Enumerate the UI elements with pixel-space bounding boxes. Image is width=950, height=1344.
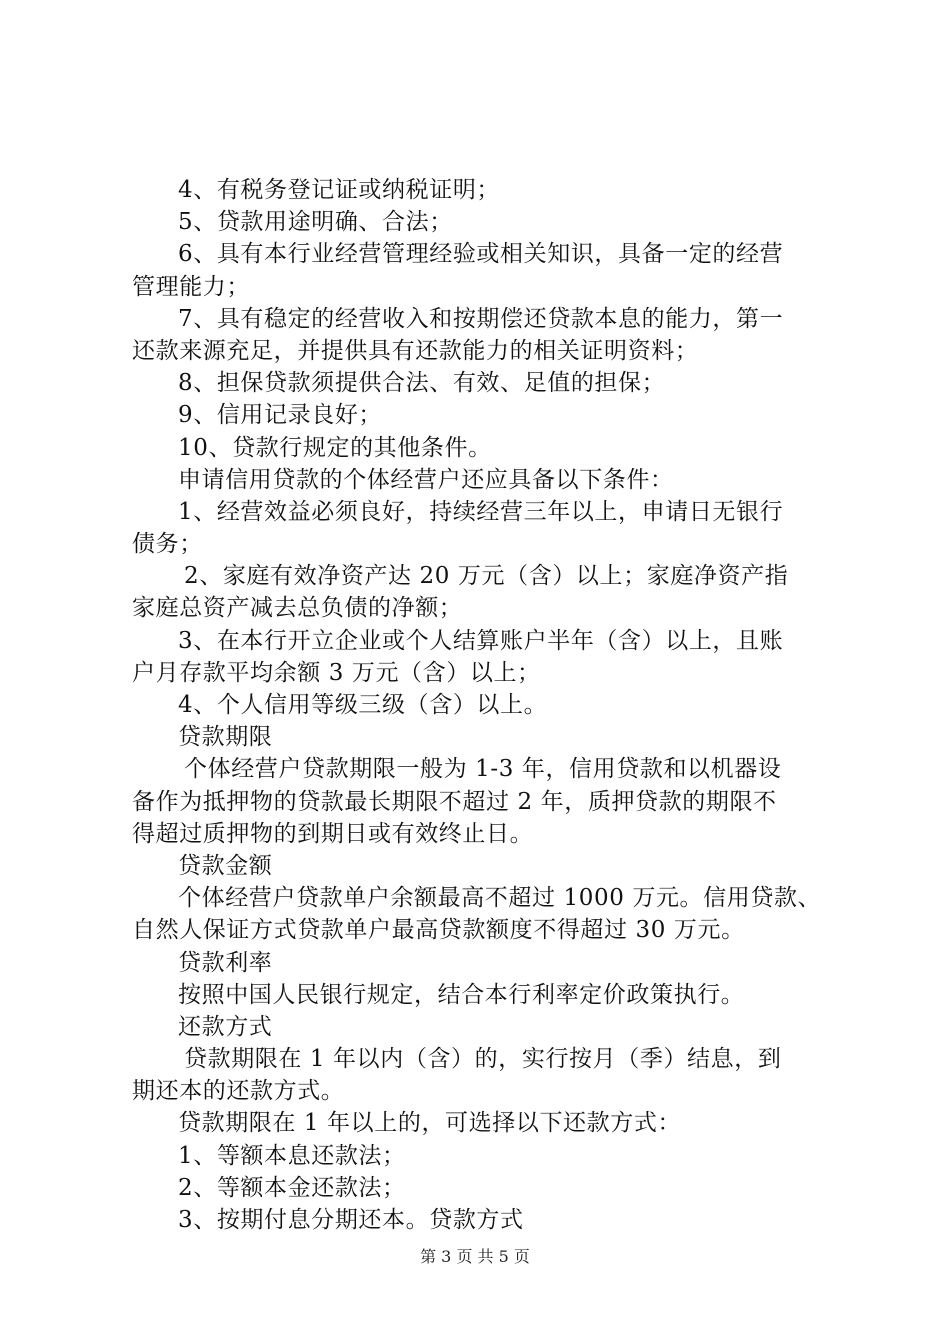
paragraph-line: 4、个人信用等级三级（含）以上。	[178, 692, 548, 718]
section-heading: 贷款期限	[178, 724, 273, 751]
paragraph-line: 7、具有稳定的经营收入和按期偿还贷款本息的能力，第一	[178, 305, 784, 332]
paragraph-line: 个体经营户贷款单户余额最高不超过 1000 万元。信用贷款、	[178, 885, 822, 912]
paragraph-line: 4、有税务登记证或纳税证明；	[178, 177, 501, 203]
page-number-label: 第 3 页 共 5 页	[420, 1247, 530, 1266]
paragraph-line: 1、经营效益必须良好，持续经营三年以上，申请日无银行	[178, 498, 784, 525]
page-footer	[0, 1244, 950, 1267]
paragraph-line: 备作为抵押物的贷款最长期限不超过 2 年，质押贷款的期限不	[132, 788, 777, 815]
paragraph-line: 贷款期限在 1 年以上的，可选择以下还款方式：	[178, 1110, 682, 1137]
document-body	[132, 174, 840, 1236]
paragraph-line: 还款来源充足，并提供具有还款能力的相关证明资料；	[132, 337, 699, 364]
paragraph-line: 2、家庭有效净资产达 20 万元（含）以上；家庭净资产指	[184, 563, 789, 590]
paragraph-line: 5、贷款用途明确、合法；	[178, 209, 453, 236]
section-heading: 贷款金额	[178, 852, 273, 879]
paragraph-line: 申请信用贷款的个体经营户还应具备以下条件：	[178, 466, 674, 493]
paragraph-line: 家庭总资产减去总负债的净额；	[132, 595, 463, 622]
section-heading: 贷款利率	[178, 949, 273, 976]
paragraph-line: 债务；	[132, 531, 203, 558]
paragraph-line: 9、信用记录良好；	[178, 402, 383, 429]
paragraph-line: 管理能力；	[132, 273, 250, 300]
paragraph-line: 贷款期限在 1 年以内（含）的，实行按月（季）结息，到	[184, 1046, 782, 1073]
paragraph-line: 10、贷款行规定的其他条件。	[178, 434, 492, 461]
paragraph-line: 自然人保证方式贷款单户最高贷款额度不得超过 30 万元。	[132, 917, 745, 944]
paragraph-line: 得超过质押物的到期日或有效终止日。	[132, 820, 534, 847]
paragraph-line: 按照中国人民银行规定，结合本行利率定价政策执行。	[178, 981, 745, 1008]
paragraph-line: 3、在本行开立企业或个人结算账户半年（含）以上，且账	[178, 627, 784, 654]
paragraph-line: 8、担保贷款须提供合法、有效、足值的担保；	[178, 370, 666, 397]
paragraph-line: 2、等额本金还款法；	[178, 1174, 406, 1201]
paragraph-line: 1、等额本息还款法；	[178, 1142, 406, 1169]
paragraph-line: 6、具有本行业经营管理经验或相关知识，具备一定的经营	[178, 241, 784, 268]
paragraph-line: 个体经营户贷款期限一般为 1-3 年，信用贷款和以机器设	[184, 756, 782, 783]
paragraph-line: 户月存款平均余额 3 万元（含）以上；	[132, 659, 541, 686]
paragraph-line: 3、按期付息分期还本。贷款方式	[178, 1207, 524, 1233]
section-heading: 还款方式	[178, 1013, 273, 1040]
paragraph-line: 期还本的还款方式。	[132, 1078, 345, 1105]
